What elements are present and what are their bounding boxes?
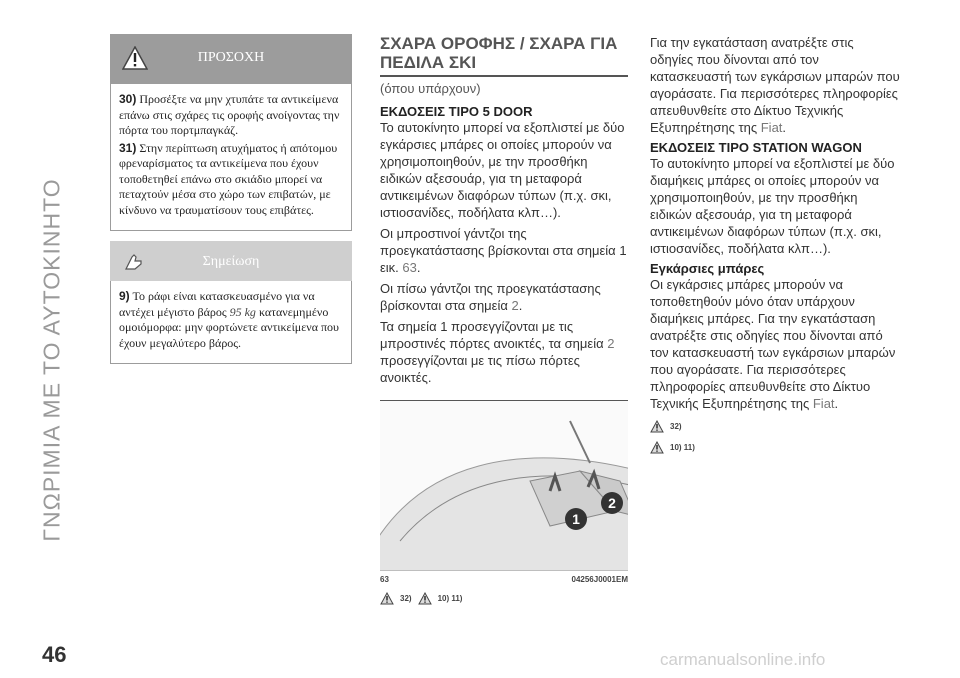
car-roof-illustration bbox=[380, 401, 628, 571]
callout-2: 2 bbox=[608, 495, 616, 511]
warning-box-body bbox=[110, 84, 352, 231]
paragraph: Τα σημεία 1 προσεγγίζονται με τις μπροστινές πόρτες ανοικτές, τα σημεία 2 προσεγγίζονται με τις πίσω πόρτες ανοικτές. bbox=[380, 319, 615, 385]
note-box bbox=[110, 241, 352, 364]
paragraph: Οι εγκάρσιες μπάρες μπορούν να τοποθετηθούν μόνο όταν υπάρχουν διαμήκεις μπάρες. Για την εγκατάσταση ανατρέξτε στις οδηγίες που δίνονται από τον κατασκευαστή των εγκάρσιων μπαρών που αγοράσατε. Για περισσότερες πληροφορίες απευθυνθείτε στο Δίκτυο Τεχνικής Εξυπηρέτησης της Fiat. bbox=[650, 277, 896, 411]
warning-triangle-icon bbox=[650, 441, 664, 454]
figure-caption bbox=[380, 575, 628, 584]
warning-item: 30) Προσέξτε να μην χτυπάτε τα αντικείμενα επάνω στις σχάρες τις οροφής ανοίγοντας την πόρτα του πορτμπαγκάζ. bbox=[119, 92, 340, 137]
refs-group bbox=[650, 420, 900, 454]
note-box-header bbox=[110, 241, 352, 281]
figure-reference-link[interactable]: 63 bbox=[402, 260, 417, 275]
warning-box-header bbox=[110, 34, 352, 84]
page-number: 46 bbox=[42, 642, 67, 667]
section-subtitle: (όπου υπάρχουν) bbox=[380, 81, 481, 96]
warning-box bbox=[110, 34, 352, 231]
ref-row: 32) bbox=[650, 420, 900, 433]
column-right bbox=[650, 34, 900, 454]
column-middle bbox=[380, 34, 628, 605]
watermark: carmanualsonline.info bbox=[660, 650, 826, 669]
warning-triangle-icon bbox=[418, 592, 432, 605]
warning-triangle-icon bbox=[380, 592, 394, 605]
paragraph: Το αυτοκίνητο μπορεί να εξοπλιστεί με δύο διαμήκεις μπάρες οι οποίες μπορούν να χρησιμοποιηθούν, με την προσθήκη ειδικών αξεσουάρ, για τη μεταφορά αντικειμένων διαφόρων τύπων (π.χ. σκι, ιστιοσανίδες, ποδήλατα κλπ…). bbox=[650, 156, 895, 256]
heading-crossbars: Εγκάρσιες μπάρες bbox=[650, 261, 765, 276]
paragraph: Οι πίσω γάντζοι της προεγκατάστασης βρίσκονται στα σημεία 2. bbox=[380, 281, 601, 313]
paragraph: Το αυτοκίνητο μπορεί να εξοπλιστεί με δύο εγκάρσιες μπάρες οι οποίες μπορούν να χρησιμοποιηθούν, με την προσθήκη ειδικών αξεσουάρ, για τη μεταφορά αντικειμένων διαφόρων τύπων (π.χ. σκι, ιστιοσανίδες, ποδήλατα κλπ…). bbox=[380, 120, 625, 220]
figure-code: 04256J0001EM bbox=[571, 575, 628, 584]
column-left bbox=[110, 34, 352, 364]
figure-refs-row: 32) 10) 11) bbox=[380, 592, 628, 605]
figure-number: 63 bbox=[380, 575, 389, 584]
note-item: 9) Το ράφι είναι κατασκευασμένο για να αντέχει μέγιστο βάρος 95 kg κατανεμημένο ομοιόμορφα: μην φορτώνετε αντικείμενα που έχουν μεγαλύτερο βάρος. bbox=[119, 289, 339, 350]
warning-item: 31) Στην περίπτωση ατυχήματος ή απότομου φρεναρίσματος τα αντικείμενα που έχουν τοποθετηθεί επάνω στο σκιάδιο μπορεί να πεταχτούν μέσα στο χώρο των επιβατών, με κίνδυνο να τραυματίσουν τους επιβάτες. bbox=[119, 140, 338, 217]
ref-row: 10) 11) bbox=[650, 441, 900, 454]
paragraph: Οι μπροστινοί γάντζοι της προεγκατάστασης βρίσκονται στα σημεία 1 εικ. 63. bbox=[380, 226, 627, 275]
heading-station-wagon: ΕΚΔΟΣΕΙΣ TIPO STATION WAGON bbox=[650, 140, 862, 155]
heading-tipo-5-door: ΕΚΔΟΣΕΙΣ TIPO 5 DOOR bbox=[380, 104, 533, 119]
note-box-title: Σημείωση bbox=[202, 254, 260, 269]
warning-triangle-icon bbox=[650, 420, 664, 433]
callout-1: 1 bbox=[572, 511, 580, 527]
section-title: ΣΧΑΡΑ ΟΡΟΦΗΣ / ΣΧΑΡΑ ΓΙΑ ΠΕΔΙΛΑ ΣΚΙ bbox=[380, 34, 628, 77]
roof-rack-figure bbox=[380, 400, 628, 571]
warning-box-title: ΠΡΟΣΟΧΗ bbox=[197, 50, 265, 65]
note-box-body bbox=[110, 281, 352, 364]
paragraph: Για την εγκατάσταση ανατρέξτε στις οδηγίες που δίνονται από τον κατασκευαστή των εγκάρσιων μπαρών που αγοράσατε. Για περισσότερες πληροφορίες απευθυνθείτε στο Δίκτυο Τεχνικής Εξυπηρέτησης της Fiat. bbox=[650, 35, 900, 135]
